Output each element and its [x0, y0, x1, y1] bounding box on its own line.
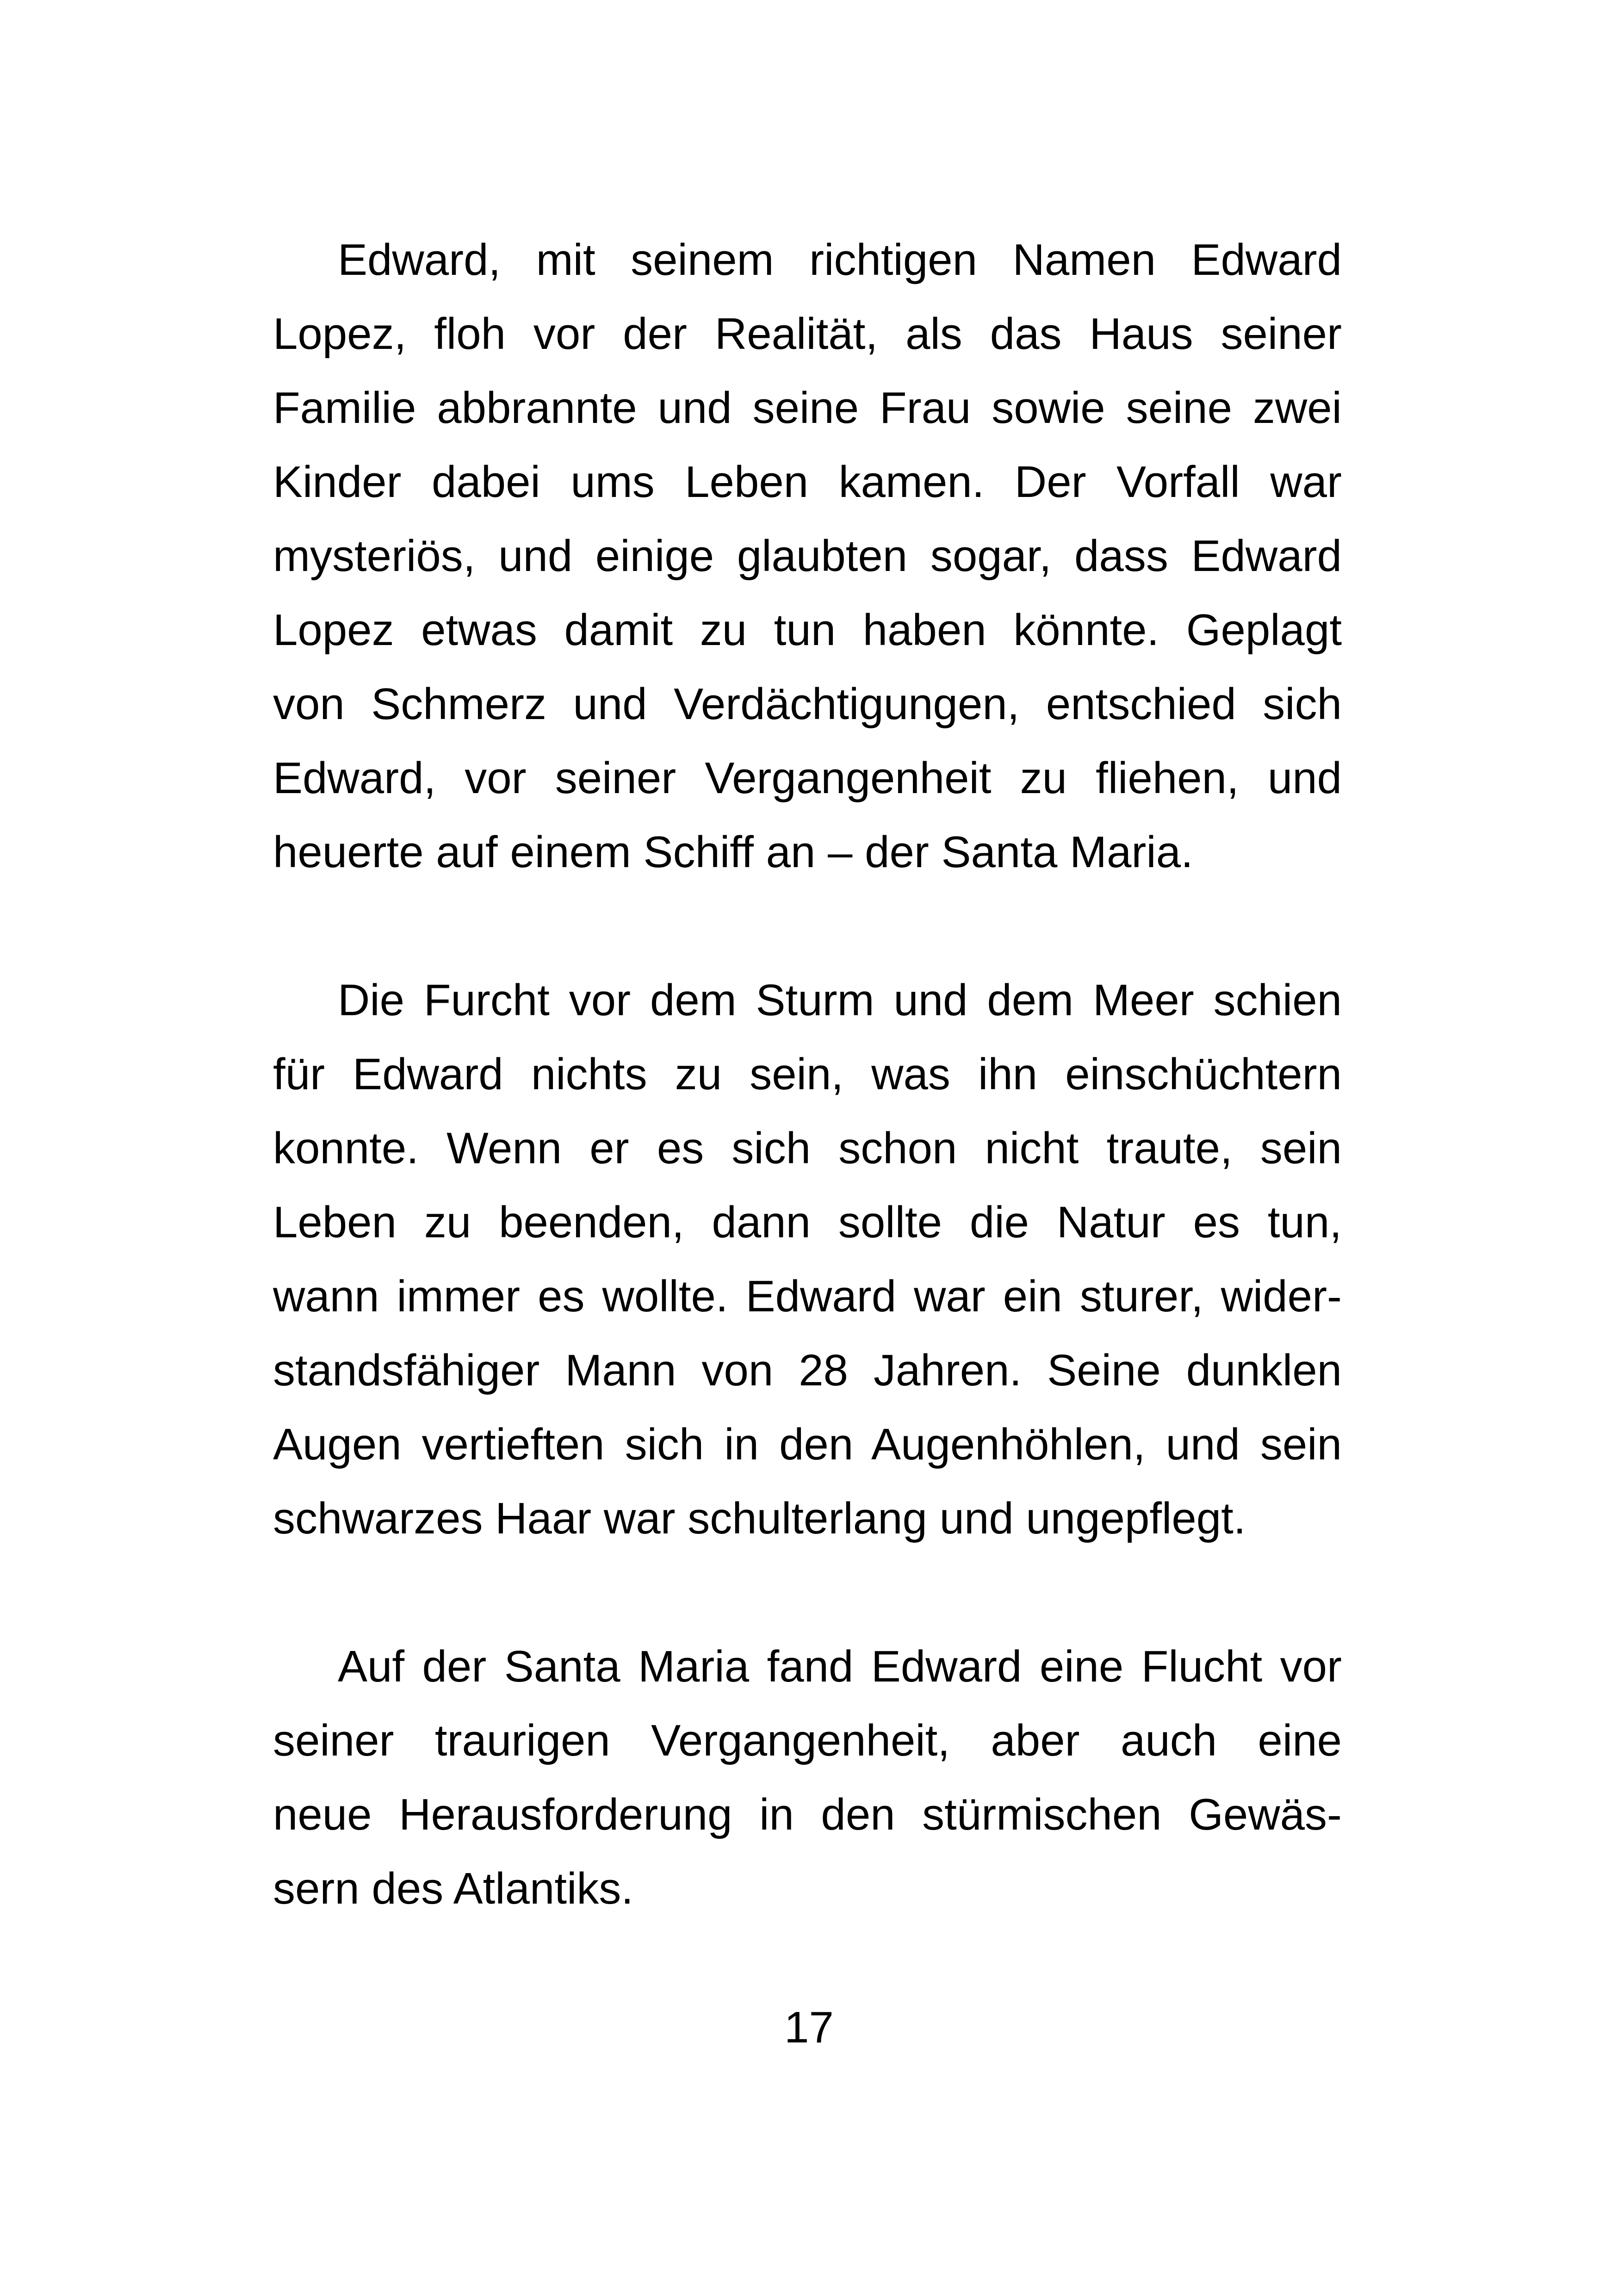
page-number: 17: [784, 2003, 834, 2052]
paragraph-3: [273, 1630, 1342, 1926]
paragraph-line: Kinder dabei ums Leben kamen. Der Vorfall war: [273, 457, 1342, 507]
paragraph-line: schwarzes Haar war schulterlang und ungepflegt.: [273, 1494, 1246, 1543]
paragraph-line: sern des Atlantiks.: [273, 1864, 634, 1913]
paragraph-line: von Schmerz und Verdächtigungen, entschied sich: [273, 679, 1342, 729]
paragraph-line: standsfähiger Mann von 28 Jahren. Seine dunklen: [273, 1346, 1342, 1395]
paragraph-1: [273, 223, 1342, 889]
paragraph-line: Lopez etwas damit zu tun haben könnte. Geplagt: [273, 605, 1342, 655]
paragraph-line: Edward, mit seinem richtigen Namen Edward: [338, 235, 1342, 285]
paragraph-line: Leben zu beenden, dann sollte die Natur es tun,: [273, 1198, 1342, 1247]
paragraph-line: neue Herausforderung in den stürmischen Gewäs-: [273, 1790, 1342, 1839]
paragraph-line: für Edward nichts zu sein, was ihn einschüchtern: [273, 1049, 1342, 1099]
paragraph-line: konnte. Wenn er es sich schon nicht traute, sein: [273, 1123, 1342, 1173]
paragraph-line: Familie abbrannte und seine Frau sowie seine zwei: [273, 383, 1342, 433]
paragraph-line: mysteriös, und einige glaubten sogar, dass Edward: [273, 531, 1342, 581]
paragraph-line: Augen vertieften sich in den Augenhöhlen, und sein: [273, 1420, 1342, 1469]
paragraph-line: heuerte auf einem Schiff an – der Santa Maria.: [273, 827, 1193, 877]
paragraph-line: Auf der Santa Maria fand Edward eine Flucht vor: [338, 1642, 1342, 1691]
paragraph-line: Die Furcht vor dem Sturm und dem Meer schien: [338, 975, 1342, 1025]
paragraph-line: Lopez, floh vor der Realität, als das Haus seiner: [273, 309, 1342, 359]
paragraph-2: [273, 963, 1342, 1556]
paragraph-line: Edward, vor seiner Vergangenheit zu fliehen, und: [273, 753, 1342, 803]
paragraph-line: wann immer es wollte. Edward war ein sturer, wider-: [273, 1272, 1342, 1321]
paragraph-line: seiner traurigen Vergangenheit, aber auch eine: [273, 1716, 1342, 1765]
